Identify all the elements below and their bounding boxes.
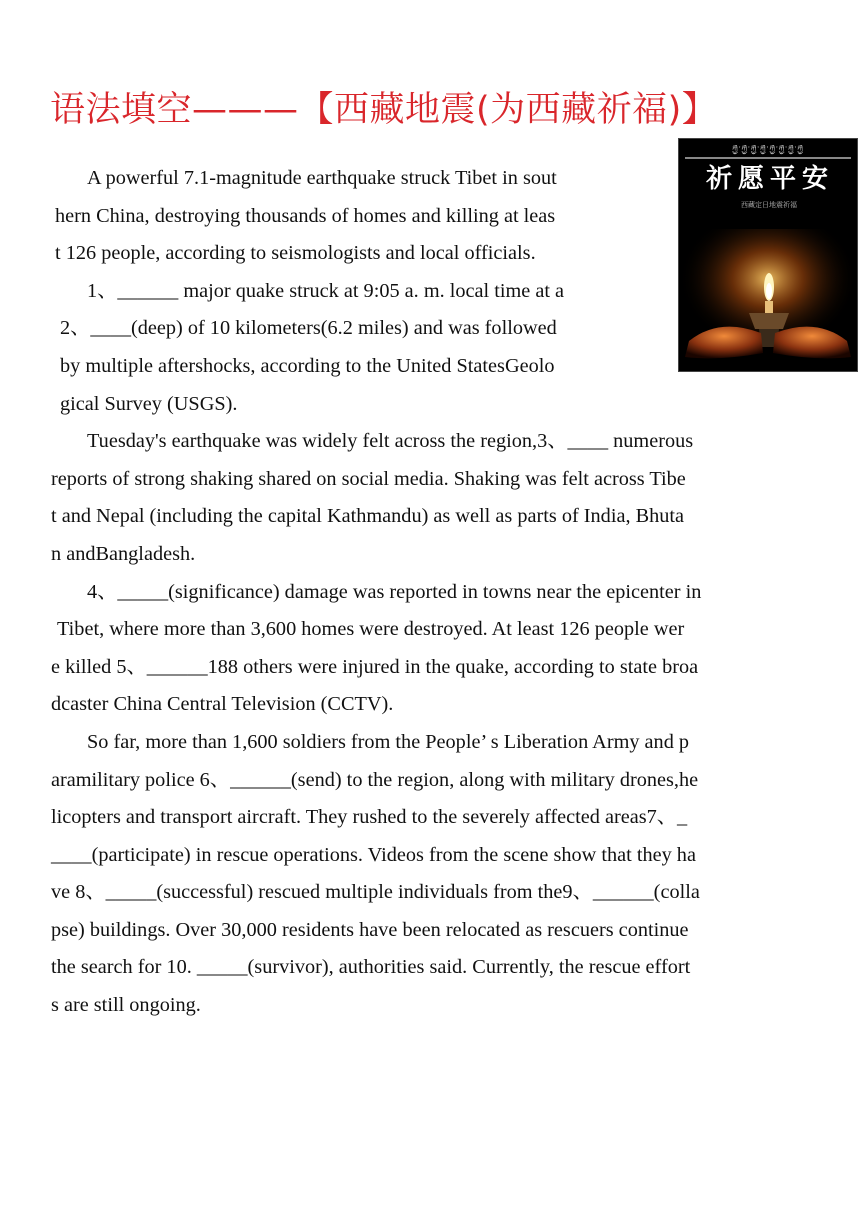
passage-line: hern China, destroying thousands of homes and killing at leas bbox=[55, 204, 556, 227]
passage-line: aramilitary police 6、______(send) to the region, along with military drones,he bbox=[51, 768, 699, 791]
passage-line: ____(participate) in rescue operations. Videos from the scene show that they ha bbox=[51, 843, 696, 866]
passage-line: n andBangladesh. bbox=[51, 542, 196, 565]
passage-line: dcaster China Central Television (CCTV). bbox=[51, 693, 394, 716]
prayer-poster-image bbox=[678, 138, 858, 372]
passage-line: Tibet, where more than 3,600 homes were destroyed. At least 126 people wer bbox=[57, 618, 685, 641]
passage-line: t and Nepal (including the capital Kathmandu) as well as parts of India, Bhuta bbox=[51, 505, 685, 528]
poster-caption: 西藏定日地震祈福 bbox=[741, 201, 797, 209]
decorative-line bbox=[685, 157, 851, 159]
passage-line: Tuesday's earthquake was widely felt across the region,3、____ numerous bbox=[87, 430, 694, 453]
passage-line: A powerful 7.1-magnitude earthquake struck Tibet in sout bbox=[87, 167, 557, 189]
passage-line: reports of strong shaking shared on social media. Shaking was felt across Tibe bbox=[51, 467, 686, 490]
passage-line: So far, more than 1,600 soldiers from the People’ s Liberation Army and p bbox=[87, 730, 690, 753]
passage-line: pse) buildings. Over 30,000 residents have been relocated as rescuers continue bbox=[51, 918, 689, 941]
passage-line: by multiple aftershocks, according to the United StatesGeolo bbox=[60, 354, 555, 377]
tibetan-script-decoration: ཀྱཻ་ཀྱཻ་ཀྱཻ་ཀྱཻ་ཀྱཻ་ཀྱཻ་ཀྱཻ་ཀྱཻ bbox=[732, 145, 804, 154]
candle-in-hands-illustration bbox=[679, 229, 857, 371]
passage-line: 2、____(deep) of 10 kilometers(6.2 miles) and was followed bbox=[60, 317, 557, 340]
passage-line: t 126 people, according to seismologists and local officials. bbox=[55, 242, 536, 265]
passage-text bbox=[51, 160, 701, 1025]
passage-line: 4、_____(significance) damage was reported in towns near the epicenter in bbox=[87, 580, 702, 603]
passage-line: s are still ongoing. bbox=[51, 994, 201, 1017]
passage-line: 1、______ major quake struck at 9:05 a. m. local time at a bbox=[87, 279, 565, 302]
passage-line: the search for 10. _____(survivor), authorities said. Currently, the rescue effort bbox=[51, 956, 691, 979]
passage-line: ve 8、_____(successful) rescued multiple individuals from the9、______(colla bbox=[51, 881, 700, 904]
passage-line: gical Survey (USGS). bbox=[60, 392, 238, 415]
poster-heading: 祈愿平安 bbox=[705, 164, 834, 194]
passage-line: e killed 5、______188 others were injured in the quake, according to state broa bbox=[51, 655, 699, 678]
worksheet-title: 语法填空———【西藏地震(为西藏祈福)】 bbox=[50, 90, 718, 130]
passage-line: licopters and transport aircraft. They rushed to the severely affected areas7、_ bbox=[51, 806, 688, 829]
